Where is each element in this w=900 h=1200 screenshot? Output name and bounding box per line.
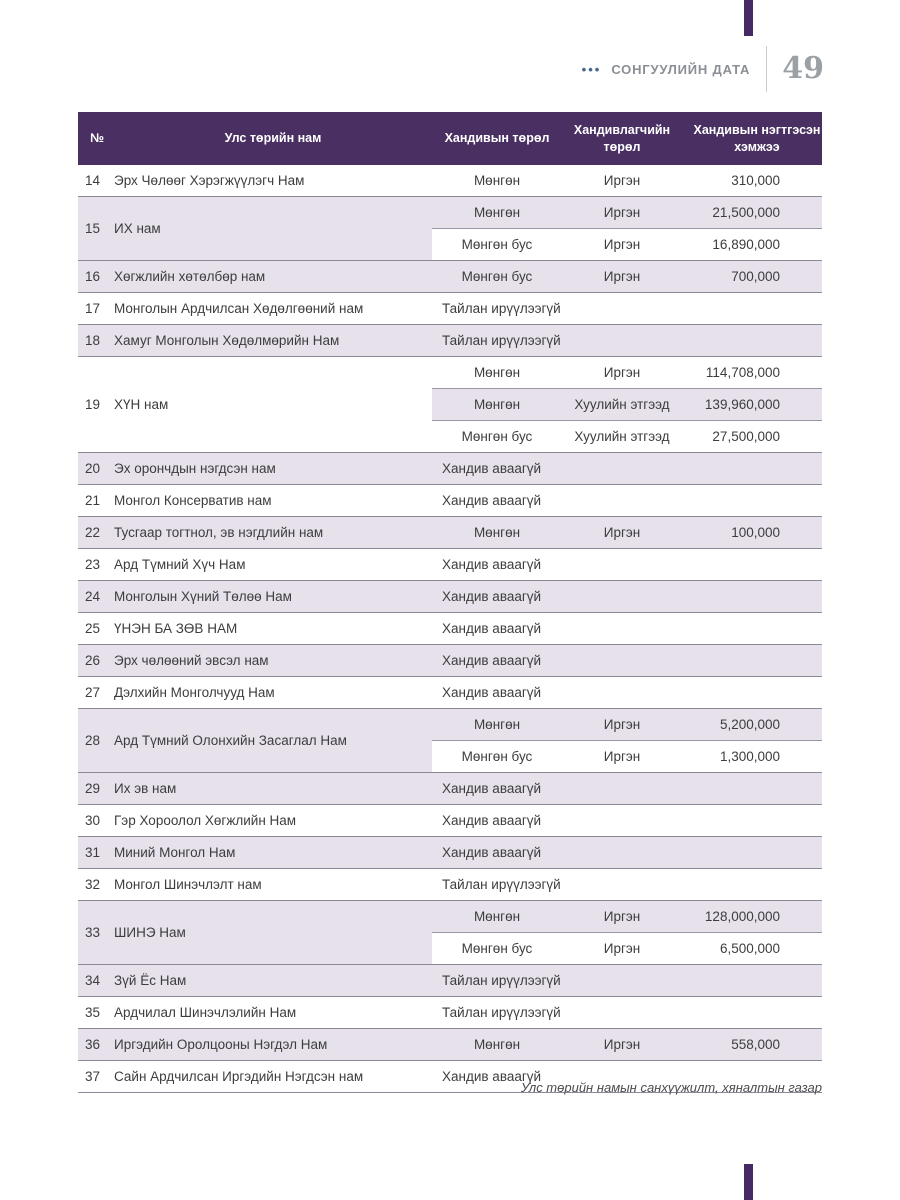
party-name: Зүй Ёс Нам [114, 965, 432, 996]
table-row [78, 997, 822, 1029]
row-number: 23 [85, 557, 101, 572]
donation-type: Мөнгөн [473, 365, 521, 380]
footer-source-note: Улс төрийн намын санхүүжилт, хяналтын газар [521, 1080, 822, 1095]
donor-type: Иргэн [603, 173, 641, 188]
table-header-row [78, 112, 822, 165]
table-row [78, 549, 822, 581]
row-number: 35 [85, 1005, 101, 1020]
donation-entry [432, 165, 822, 196]
table-row [78, 261, 822, 293]
page-header [582, 46, 824, 92]
donation-type: Мөнгөн бус [461, 941, 533, 956]
donation-amount: 27,500,000 [712, 429, 780, 444]
donation-entry [432, 517, 822, 548]
party-name: Иргэдийн Оролцооны Нэгдэл Нам [114, 1029, 432, 1060]
row-number: 16 [78, 261, 114, 292]
donation-entry [432, 901, 822, 932]
donation-entries [432, 261, 822, 292]
row-number: 29 [78, 773, 114, 804]
table-row [78, 293, 822, 325]
donation-amount: 1,300,000 [719, 749, 780, 764]
donation-amount: 139,960,000 [682, 389, 822, 420]
donation-type: Мөнгөн бус [461, 237, 533, 252]
page-number: 49 [782, 51, 824, 86]
donation-entries [432, 517, 822, 548]
donor-type: Иргэн [603, 237, 641, 252]
party-name: Эрх чөлөөний эвсэл нам [114, 645, 432, 676]
top-right-accent-bar [744, 0, 753, 36]
party-name: Миний Монгол Нам [114, 837, 432, 868]
table-row [78, 485, 822, 517]
row-number: 20 [78, 453, 114, 484]
table-row [78, 677, 822, 709]
donation-entries [432, 901, 822, 964]
table-row [78, 709, 822, 773]
donation-entry [432, 740, 822, 772]
triple-dots-icon: ••• [581, 61, 602, 77]
donation-entries [432, 709, 822, 772]
party-name: Монгол Консерватив нам [114, 493, 272, 508]
row-number: 33 [78, 901, 114, 964]
row-number: 22 [78, 517, 114, 548]
donation-type: Мөнгөн бус [461, 429, 533, 444]
donation-entries [432, 1029, 822, 1060]
row-number: 31 [78, 837, 114, 868]
donor-type: Иргэн [603, 749, 641, 764]
donation-entry [432, 388, 822, 420]
donation-amount: 21,500,000 [682, 197, 822, 228]
row-number: 24 [78, 581, 114, 612]
column-header: Хандивлагчийн төрөл [573, 123, 671, 154]
status-text: Хандив аваагүй [432, 837, 822, 868]
status-text: Тайлан ирүүлээгүй [442, 301, 561, 316]
donation-entry [432, 1029, 822, 1060]
table-row [78, 325, 822, 357]
column-header: № [90, 131, 104, 146]
donation-type: Мөнгөн [473, 173, 521, 188]
bottom-right-accent-bar [744, 1164, 753, 1200]
row-number: 32 [85, 877, 101, 892]
row-number: 30 [85, 813, 101, 828]
table-row [78, 805, 822, 837]
party-name: ИХ нам [114, 197, 432, 260]
table-row [78, 197, 822, 261]
status-text: Тайлан ирүүлээгүй [432, 325, 822, 356]
row-number: 17 [85, 301, 101, 316]
donation-entry [432, 228, 822, 260]
donor-type: Хуулийн этгээд [562, 389, 682, 420]
status-text: Хандив аваагүй [442, 557, 542, 572]
table-row [78, 1029, 822, 1061]
column-header: Улс төрийн нам [224, 131, 322, 146]
donation-entry [432, 197, 822, 228]
status-text: Тайлан ирүүлээгүй [442, 877, 561, 892]
status-text: Хандив аваагүй [432, 773, 822, 804]
party-name: ШИНЭ Нам [114, 901, 432, 964]
donation-type: Мөнгөн [432, 389, 562, 420]
status-text: Хандив аваагүй [432, 453, 822, 484]
donor-type: Иргэн [603, 941, 641, 956]
party-name: Ард Түмний Олонхийн Засаглал Нам [114, 709, 432, 772]
donation-type: Мөнгөн бус [432, 261, 562, 292]
table-row [78, 901, 822, 965]
donation-amount: 100,000 [682, 517, 822, 548]
status-text: Хандив аваагүй [432, 581, 822, 612]
donation-entries [432, 357, 822, 452]
donation-entry [432, 261, 822, 292]
row-number: 36 [78, 1029, 114, 1060]
donation-amount: 700,000 [682, 261, 822, 292]
status-text: Тайлан ирүүлээгүй [442, 1005, 561, 1020]
party-name: ҮНЭН БА ЗӨВ НАМ [114, 621, 238, 636]
donor-type: Иргэн [562, 901, 682, 932]
page-number-divider [766, 46, 767, 92]
donation-amount: 114,708,000 [705, 365, 780, 380]
row-number: 25 [85, 621, 101, 636]
donation-type: Мөнгөн [432, 197, 562, 228]
party-name: ХҮН нам [114, 397, 169, 412]
party-name: Ард Түмний Хүч Нам [114, 557, 246, 572]
donation-type: Мөнгөн бус [461, 749, 533, 764]
table-row [78, 645, 822, 677]
table-row [78, 869, 822, 901]
party-name: Монгол Шинэчлэлт нам [114, 877, 262, 892]
donor-type: Иргэн [562, 709, 682, 740]
party-name: Эрх Чөлөөг Хэрэгжүүлэгч Нам [114, 173, 305, 188]
party-name: Их эв нам [114, 773, 432, 804]
party-name: Монголын Ардчилсан Хөдөлгөөний нам [114, 301, 364, 316]
status-text: Хандив аваагүй [442, 685, 542, 700]
section-title: СОНГУУЛИЙН ДАТА [611, 61, 751, 77]
party-name: Тусгаар тогтнол, эв нэгдлийн нам [114, 517, 432, 548]
status-text: Хандив аваагүй [442, 493, 542, 508]
row-number: 19 [85, 397, 101, 412]
status-text: Хандив аваагүй [442, 621, 542, 636]
donation-type: Мөнгөн [432, 1029, 562, 1060]
donation-entries [432, 197, 822, 260]
row-number: 18 [78, 325, 114, 356]
status-text: Хандив аваагүй [442, 813, 542, 828]
row-number: 34 [78, 965, 114, 996]
table-row [78, 165, 822, 197]
donation-amount: 6,500,000 [719, 941, 780, 956]
donation-type: Мөнгөн [432, 709, 562, 740]
row-number: 14 [85, 173, 101, 188]
donation-entries [432, 165, 822, 196]
table-row [78, 357, 822, 453]
donation-entry [432, 932, 822, 964]
donations-table [78, 112, 822, 1093]
row-number: 27 [85, 685, 101, 700]
donor-type: Иргэн [562, 261, 682, 292]
donation-amount: 128,000,000 [682, 901, 822, 932]
donation-entry [432, 709, 822, 740]
status-text: Тайлан ирүүлээгүй [432, 965, 822, 996]
row-number: 26 [78, 645, 114, 676]
donation-amount: 5,200,000 [682, 709, 822, 740]
column-header: Хандивын төрөл [444, 131, 550, 146]
row-number: 21 [85, 493, 101, 508]
donation-type: Мөнгөн [432, 517, 562, 548]
table-row [78, 613, 822, 645]
party-name: Хамуг Монголын Хөдөлмөрийн Нам [114, 325, 432, 356]
donor-type: Иргэн [562, 517, 682, 548]
status-text: Хандив аваагүй [442, 1069, 542, 1084]
table-row [78, 837, 822, 869]
party-name: Ардчилал Шинэчлэлийн Нам [114, 1005, 297, 1020]
donation-entry [432, 357, 822, 388]
party-name: Дэлхийн Монголчууд Нам [114, 685, 275, 700]
table-row [78, 581, 822, 613]
table-body [78, 165, 822, 1093]
donor-type: Иргэн [603, 365, 641, 380]
column-header: Хандивын нэгтгэсэн хэмжээ [693, 123, 821, 154]
table-row [78, 517, 822, 549]
party-name: Эх орончдын нэгдсэн нам [114, 453, 432, 484]
donation-type: Мөнгөн [432, 901, 562, 932]
status-text: Хандив аваагүй [432, 645, 822, 676]
table-row [78, 453, 822, 485]
table-row [78, 773, 822, 805]
row-number: 28 [78, 709, 114, 772]
donation-entry [432, 420, 822, 452]
party-name: Гэр Хороолол Хөгжлийн Нам [114, 813, 297, 828]
donation-amount: 16,890,000 [712, 237, 780, 252]
donation-amount: 558,000 [682, 1029, 822, 1060]
party-name: Хөгжлийн хөтөлбөр нам [114, 261, 432, 292]
donor-type: Иргэн [562, 197, 682, 228]
donor-type: Хуулийн этгээд [574, 429, 670, 444]
party-name: Монголын Хүний Төлөө Нам [114, 581, 432, 612]
party-name: Сайн Ардчилсан Иргэдийн Нэгдсэн нам [114, 1069, 364, 1084]
donation-amount: 310,000 [731, 173, 780, 188]
row-number: 37 [85, 1069, 101, 1084]
row-number: 15 [78, 197, 114, 260]
table-row [78, 965, 822, 997]
donor-type: Иргэн [562, 1029, 682, 1060]
